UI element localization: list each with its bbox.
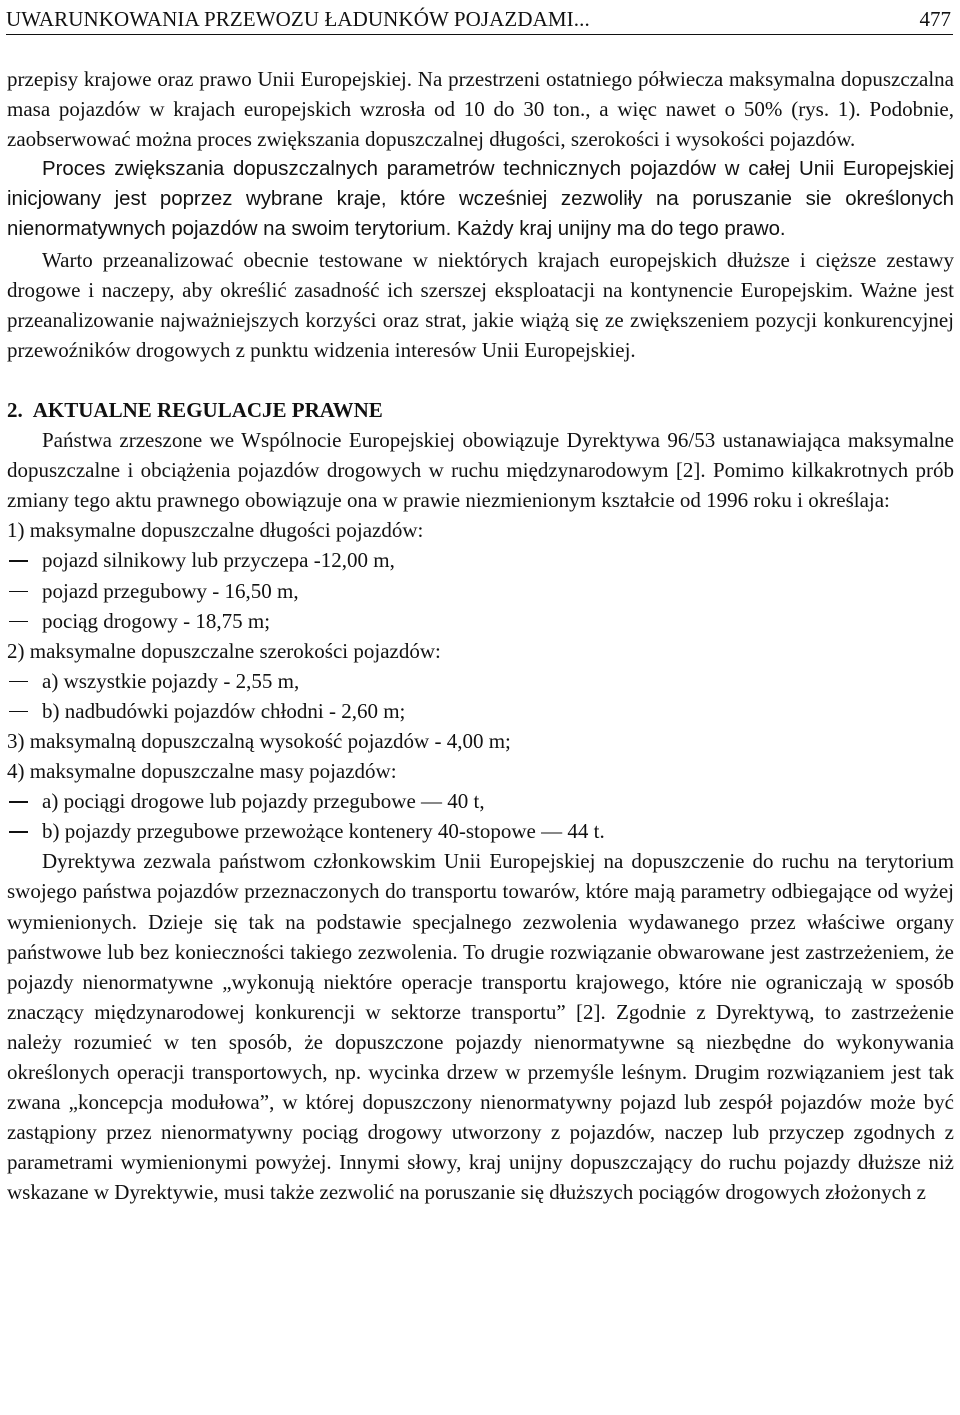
section-number: 2. <box>7 397 23 422</box>
dash-item-text: pojazd przegubowy - 16,50 m, <box>42 578 299 603</box>
dash-item <box>7 545 954 575</box>
dash-item <box>7 816 954 846</box>
running-title: UWARUNKOWANIA PRZEWOZU ŁADUNKÓW POJAZDAMI... <box>6 7 590 31</box>
dash-item <box>7 696 954 726</box>
dash-item-text: a) wszystkie pojazdy - 2,55 m, <box>42 668 300 693</box>
dash-item <box>7 606 954 636</box>
section-heading <box>7 395 954 425</box>
list-item-3: 3) maksymalną dopuszczalną wysokość pojazdów - 4,00 m; <box>7 728 511 753</box>
page-number: 477 <box>919 7 951 31</box>
page-body <box>7 64 954 1207</box>
running-header <box>6 6 953 35</box>
section-intro: Państwa zrzeszone we Wspólnocie Europejskiej obowiązuje Dyrektywa 96/53 ustanawiająca maksymalne dopuszczalne i obciążenia pojazdów drogowych w ruchu międzynarodowym [2]. Pomimo kilkakrotnych prób zmiany tego aktu prawnego obowiązuje ona w prawie niezmienionym kształcie od 1996 roku i określaja: <box>7 428 954 513</box>
dash-item-text: pociąg drogowy - 18,75 m; <box>42 608 271 633</box>
dash-item-text: b) nadbudówki pojazdów chłodni - 2,60 m; <box>42 698 406 723</box>
dash-item <box>7 666 954 696</box>
list-item-1: 1) maksymalne dopuszczalne długości pojazdów: <box>7 518 424 543</box>
dash-item-text: b) pojazdy przegubowe przewożące kontenery 40-stopowe — 44 t. <box>42 819 605 844</box>
dash-item-text: a) pociągi drogowe lub pojazdy przegubowe — 40 t, <box>42 789 485 814</box>
section-closing: Dyrektywa zezwala państwom członkowskim Unii Europejskiej na dopuszczenie do ruchu na terytorium swojego państwa pojazdów przeznaczonych do transportu towarów, które mają parametry odbiegające od wyżej wymienionych. Dzieje się tak na podstawie specjalnego zezwolenia wydawanego przez właściwe organy państwowe lub bez konieczności takiego zezwolenia. To drugie rozwiązanie obwarowane jest zastrzeżeniem, że pojazdy nienormatywne „wykonują niektóre operacje transportu krajowego, które nie ograniczają w sposób znaczący międzynarodowej konkurencji w sektorze transportu” [2]. Zgodnie z Dyrektywą, to zastrzeżenie należy rozumieć w ten sposób, że dopuszczone pojazdy nienormatywne są niezbędne do wykonywania określonych operacji transportowych, np. wycinka drzew w przemyśle leśnym. Drugim rozwiązaniem jest tak zwana „koncepcja modułowa”, w której dopuszczony nienormatywny pojazd lub zespół pojazdów może być zastąpiony przez nienormatywny pociąg drogowy utworzony z pojazdów, naczep lub przyczep zgodnych z parametrami wymienionymi powyżej. Innymi słowy, kraj unijny dopuszczający do ruchu pojazdy dłuższe niż wskazane w Dyrektywie, musi także zezwolić na poruszanie się dłuższych pociągów drogowych złożonych z <box>7 849 954 1205</box>
paragraph-analysis: Warto przeanalizować obecnie testowane w niektórych krajach europejskich dłuższe i cięższe zestawy drogowe i naczepy, aby określić zasadność ich szerszej eksploatacji na kontynencie Europejskim. Ważne jest przeanalizowanie najważniejszych korzyści oraz strat, jakie wiążą się ze zwiększeniem pozycji konkurencyjnej przewoźników drogowych z punktu widzenia interesów Unii Europejskiej. <box>7 247 954 362</box>
dash-item-text: pojazd silnikowy lub przyczepa -12,00 m, <box>42 548 395 573</box>
section-title: AKTUALNE REGULACJE PRAWNE <box>32 397 383 422</box>
dash-item <box>7 576 954 606</box>
spacer <box>7 365 954 395</box>
paragraph-intro: przepisy krajowe oraz prawo Unii Europejskiej. Na przestrzeni ostatniego półwiecza maksymalna dopuszczalna masa pojazdów w krajach europejskich wzrosła od 10 do 30 ton., a więc nawet o 50% (rys. 1). Podobnie, zaobserwować można proces zwiększania dopuszczalnej długości, szerokości i wysokości pojazdów. <box>7 67 954 152</box>
list-item-2: 2) maksymalne dopuszczalne szerokości pojazdów: <box>7 638 441 663</box>
paragraph-process: Proces zwiększania dopuszczalnych parametrów technicznych pojazdów w całej Unii Europejskiej inicjowany jest poprzez wybrane kraje, które wcześniej zezwoliły na poruszanie sie określonych nienormatywnych pojazdów na swoim terytorium. Każdy kraj unijny ma do tego prawo. <box>7 158 954 241</box>
list-item-4: 4) maksymalne dopuszczalne masy pojazdów: <box>7 759 397 784</box>
dash-item <box>7 786 954 816</box>
